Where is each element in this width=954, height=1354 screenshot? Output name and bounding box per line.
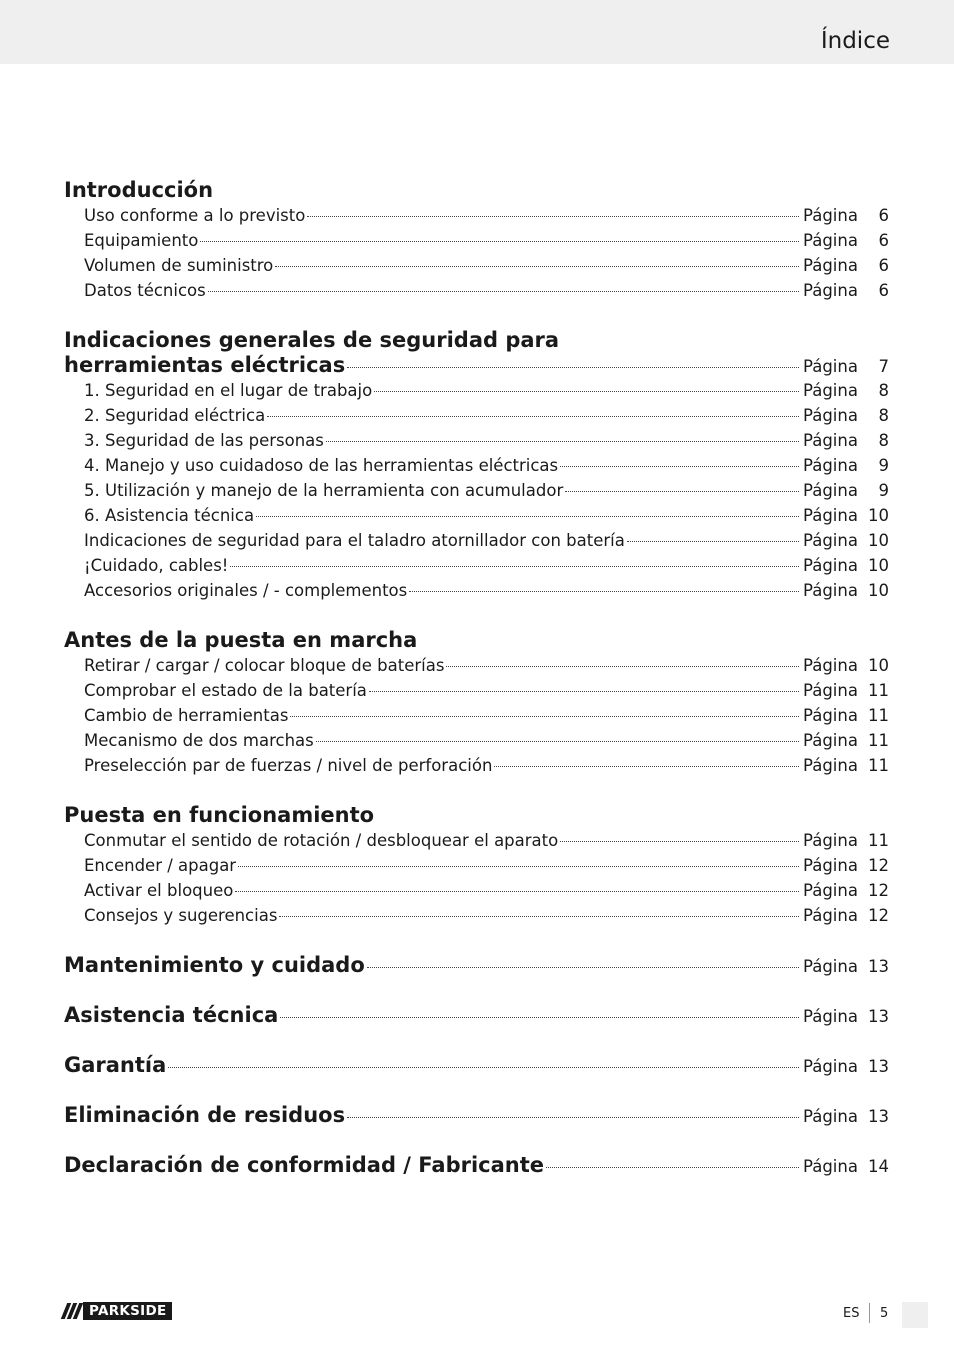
toc-entry[interactable]: 1. Seguridad en el lugar de trabajo Página 8 xyxy=(84,381,889,400)
brand-name: PARKSIDE xyxy=(83,1302,172,1320)
dot-leader xyxy=(627,541,799,542)
dot-leader xyxy=(565,491,799,492)
toc-heading-mantenimiento[interactable]: Mantenimiento y cuidado Página 13 xyxy=(64,953,889,977)
logo-slashes-icon xyxy=(64,1303,82,1319)
toc-entry[interactable]: Accesorios originales / - complementos Página 10 xyxy=(84,581,889,600)
dot-leader xyxy=(560,841,799,842)
toc-entry[interactable]: 6. Asistencia técnica Página 10 xyxy=(84,506,889,525)
toc-heading-entry[interactable]: herramientas eléctricas Página 7 xyxy=(64,353,889,377)
section-title-antes: Antes de la puesta en marcha xyxy=(64,628,418,652)
toc-entry[interactable]: Cambio de herramientas Página 11 xyxy=(84,706,889,725)
dot-leader xyxy=(369,691,799,692)
page-header xyxy=(0,0,954,64)
toc-heading-eliminacion[interactable]: Eliminación de residuos Página 13 xyxy=(64,1103,889,1127)
table-of-contents xyxy=(64,178,889,1178)
footer-tab-marker xyxy=(902,1302,928,1328)
toc-entry[interactable]: Datos técnicos Página 6 xyxy=(84,281,889,300)
section-title-puesta: Puesta en funcionamiento xyxy=(64,803,375,827)
toc-entry[interactable]: Retirar / cargar / colocar bloque de baterías Página 10 xyxy=(84,656,889,675)
dot-leader xyxy=(280,1017,799,1018)
dot-leader xyxy=(238,866,799,867)
dot-leader xyxy=(208,291,799,292)
toc-entry[interactable]: Conmutar el sentido de rotación / desbloquear el aparato Página 11 xyxy=(84,831,889,850)
page-number: 5 xyxy=(880,1306,889,1321)
dot-leader xyxy=(446,666,799,667)
parkside-logo xyxy=(64,1302,172,1320)
dot-leader xyxy=(347,367,799,368)
toc-heading-declaracion[interactable]: Declaración de conformidad / Fabricante Página 14 xyxy=(64,1153,889,1177)
toc-entry[interactable]: Consejos y sugerencias Página 12 xyxy=(84,906,889,925)
toc-entry[interactable]: Activar el bloqueo Página 12 xyxy=(84,881,889,900)
dot-leader xyxy=(374,391,799,392)
toc-entry[interactable]: Encender / apagar Página 12 xyxy=(84,856,889,875)
toc-entry[interactable]: ¡Cuidado, cables! Página 10 xyxy=(84,556,889,575)
footer-divider xyxy=(869,1303,870,1323)
dot-leader xyxy=(409,591,799,592)
toc-entry[interactable]: Uso conforme a lo previsto Página 6 xyxy=(84,206,889,225)
dot-leader xyxy=(230,566,799,567)
dot-leader xyxy=(235,891,799,892)
section-title-introduccion: Introducción xyxy=(64,178,214,202)
toc-entry[interactable]: 3. Seguridad de las personas Página 8 xyxy=(84,431,889,450)
dot-leader xyxy=(347,1117,799,1118)
dot-leader xyxy=(307,216,799,217)
dot-leader xyxy=(326,441,799,442)
toc-entry[interactable]: Preselección par de fuerzas / nivel de perforación Página 11 xyxy=(84,756,889,775)
toc-entry[interactable]: 5. Utilización y manejo de la herramienta con acumulador Página 9 xyxy=(84,481,889,500)
dot-leader xyxy=(256,516,799,517)
section-title-indicaciones: Indicaciones generales de seguridad para xyxy=(64,328,560,352)
dot-leader xyxy=(279,916,799,917)
toc-entry[interactable]: Comprobar el estado de la batería Página 11 xyxy=(84,681,889,700)
toc-heading-asistencia[interactable]: Asistencia técnica Página 13 xyxy=(64,1003,889,1027)
dot-leader xyxy=(168,1067,799,1068)
dot-leader xyxy=(494,766,799,767)
dot-leader xyxy=(546,1167,799,1168)
dot-leader xyxy=(275,266,799,267)
toc-entry[interactable]: 2. Seguridad eléctrica Página 8 xyxy=(84,406,889,425)
toc-entry[interactable]: 4. Manejo y uso cuidadoso de las herramientas eléctricas Página 9 xyxy=(84,456,889,475)
dot-leader xyxy=(290,716,799,717)
toc-entry[interactable]: Equipamiento Página 6 xyxy=(84,231,889,250)
dot-leader xyxy=(367,967,799,968)
toc-entry[interactable]: Mecanismo de dos marchas Página 11 xyxy=(84,731,889,750)
dot-leader xyxy=(560,466,799,467)
dot-leader xyxy=(316,741,799,742)
toc-heading-garantia[interactable]: Garantía Página 13 xyxy=(64,1053,889,1077)
page-title: Índice xyxy=(820,28,890,54)
language-code: ES xyxy=(843,1306,860,1321)
toc-entry[interactable]: Indicaciones de seguridad para el taladro atornillador con batería Página 10 xyxy=(84,531,889,550)
toc-entry[interactable]: Volumen de suministro Página 6 xyxy=(84,256,889,275)
dot-leader xyxy=(267,416,799,417)
dot-leader xyxy=(200,241,799,242)
